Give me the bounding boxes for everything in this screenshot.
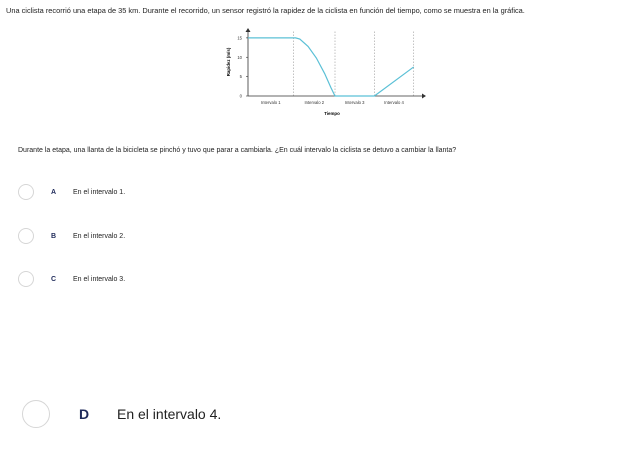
- speed-line: [248, 38, 414, 96]
- x-tick-label: Intervalo 1: [261, 100, 281, 105]
- option-d[interactable]: [0, 400, 221, 428]
- option-d-radio[interactable]: [22, 400, 50, 428]
- option-a-text: En el intervalo 1.: [73, 188, 126, 196]
- y-axis-label: Rapidez (m/s): [226, 47, 231, 77]
- option-d-text: En el intervalo 4.: [117, 406, 222, 422]
- y-ticks: [237, 35, 248, 98]
- option-b-letter: B: [51, 232, 57, 240]
- x-tick-label: Intervalo 4: [384, 100, 404, 105]
- y-axis-arrow: [246, 28, 251, 32]
- question-text: Durante la etapa, una llanta de la bicicleta se pinchó y tuvo que parar a cambiarla. ¿En cuál intervalo la ciclista se detuvo a cambiar la llanta?: [18, 147, 457, 154]
- option-b-radio[interactable]: [18, 228, 34, 244]
- option-c-letter: C: [51, 275, 57, 283]
- x-axis-label: Tiempo: [324, 111, 340, 116]
- y-tick-label: 5: [239, 74, 242, 80]
- y-tick-label: 0: [239, 93, 242, 99]
- option-c[interactable]: [0, 271, 125, 287]
- option-a[interactable]: [0, 184, 125, 200]
- x-ticks: [261, 100, 404, 105]
- x-tick-label: Intervalo 2: [304, 100, 325, 105]
- x-axis-arrow: [422, 94, 426, 99]
- speed-time-chart: [224, 28, 428, 120]
- interval-dividers: [294, 31, 414, 96]
- option-c-radio[interactable]: [18, 271, 34, 287]
- option-a-letter: A: [51, 188, 57, 196]
- option-b-text: En el intervalo 2.: [73, 232, 126, 240]
- x-tick-label: Intervalo 3: [344, 100, 365, 105]
- intro-text: Una ciclista recorrió una etapa de 35 km. Durante el recorrido, un sensor registró la rapidez de la ciclista en función del tiempo, como se muestra en la gráfica.: [6, 6, 525, 15]
- y-tick-label: 10: [237, 54, 242, 60]
- option-d-letter: D: [79, 406, 90, 422]
- option-c-text: En el intervalo 3.: [73, 275, 126, 283]
- option-b[interactable]: [0, 228, 125, 244]
- y-tick-label: 15: [237, 35, 242, 41]
- option-a-radio[interactable]: [18, 184, 34, 200]
